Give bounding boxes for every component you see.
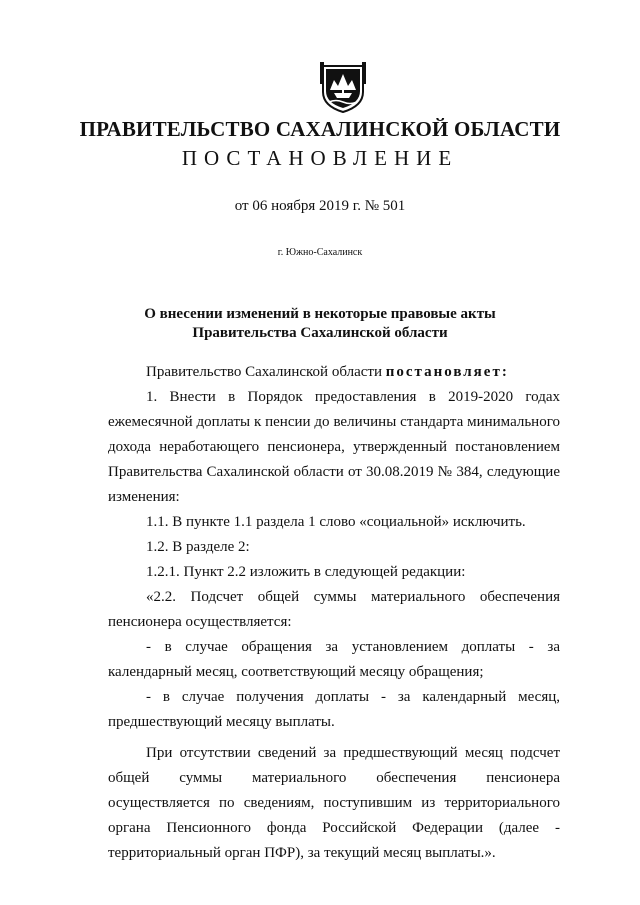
- intro-paragraph: [108, 360, 560, 385]
- date-and-number: от 06 ноября 2019 г. № 501: [234, 198, 406, 214]
- title-line-2: Правительства Сахалинской области: [192, 325, 448, 341]
- paragraph-1: 1. Внести в Порядок предоставления в 2019-2020 годах ежемесячной доплаты к пенсии до величины стандарта минимального дохода неработающего пенсионера, утвержденный постановлением Правительства Сахалинской области от 30.08.2019 № 384, следующие изменения:: [108, 389, 560, 505]
- paragraph-2-2: «2.2. Подсчет общей суммы материального обеспечения пенсионера осуществляется:: [108, 589, 560, 630]
- paragraph-no-data: При отсутствии сведений за предшествующий месяц подсчет общей суммы материального обеспечения пенсионера осуществляется по сведениям, поступившим из территориального органа Пенсионного фонда Российской Федерации (далее - территориальный орган ПФР), за текущий месяц выплаты.».: [108, 745, 560, 861]
- sakhalin-coat-of-arms-icon: [320, 60, 366, 114]
- list-item-request: - в случае обращения за установлением доплаты - за календарный месяц, соответствующий месяцу обращения;: [108, 639, 560, 680]
- document-type: ПОСТАНОВЛЕНИЕ: [181, 146, 459, 170]
- paragraph-1-2-1: 1.2.1. Пункт 2.2 изложить в следующей редакции:: [146, 564, 466, 580]
- intro-verb: постановляет:: [385, 364, 509, 380]
- document-body: [108, 360, 560, 866]
- document-title: [110, 305, 530, 343]
- title-line-1: О внесении изменений в некоторые правовые акты: [144, 306, 496, 322]
- intro-prefix: Правительство Сахалинской области: [146, 364, 386, 380]
- list-item-receipt: - в случае получения доплаты - за календарный месяц, предшествующий месяцу выплаты.: [108, 689, 560, 730]
- organization-name: ПРАВИТЕЛЬСТВО САХАЛИНСКОЙ ОБЛАСТИ: [79, 117, 561, 141]
- paragraph-1-1: 1.1. В пункте 1.1 раздела 1 слово «социальной» исключить.: [146, 514, 526, 530]
- city-name: г. Южно-Сахалинск: [277, 247, 363, 258]
- paragraph-1-2: 1.2. В разделе 2:: [146, 539, 250, 555]
